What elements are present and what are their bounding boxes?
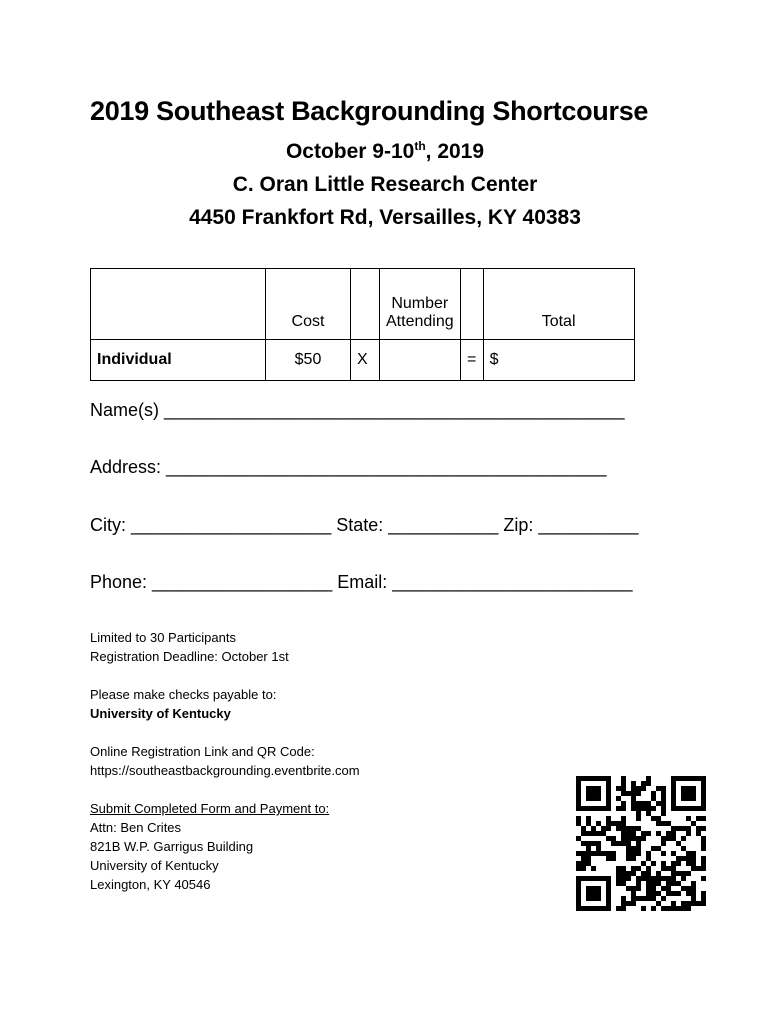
submit-label: Submit Completed Form and Payment to: bbox=[90, 801, 330, 816]
event-dates-text: October 9-10 bbox=[285, 140, 415, 163]
event-dates-sup: th bbox=[414, 139, 426, 153]
qr-code-graphic bbox=[576, 776, 706, 911]
names-field[interactable]: Name(s) ______________________________________________ bbox=[90, 400, 625, 420]
submit-building: 821B W.P. Garrigus Building bbox=[90, 839, 254, 854]
event-dates-year: , 2019 bbox=[425, 140, 485, 163]
row-label: Individual bbox=[91, 340, 266, 381]
header-number-attending bbox=[380, 269, 461, 340]
registration-table bbox=[90, 268, 635, 381]
submit-block bbox=[90, 799, 329, 894]
checks-block bbox=[90, 685, 276, 723]
participant-limit: Limited to 30 Participants bbox=[90, 630, 236, 645]
header-cost: Cost bbox=[266, 269, 351, 340]
registration-deadline: Registration Deadline: October 1st bbox=[90, 649, 289, 664]
event-dates bbox=[0, 140, 770, 164]
phone-email-fields[interactable]: Phone: __________________ Email: ________________________ bbox=[90, 572, 633, 592]
qr-code-icon[interactable] bbox=[576, 776, 706, 911]
row-equals: = bbox=[460, 340, 483, 381]
header-number-line2: Attending bbox=[386, 313, 454, 330]
checks-label: Please make checks payable to: bbox=[90, 687, 277, 702]
address-field[interactable]: Address: ____________________________________________ bbox=[90, 457, 607, 477]
row-times: X bbox=[351, 340, 380, 381]
total-input[interactable]: $ bbox=[483, 340, 634, 381]
venue-name: C. Oran Little Research Center bbox=[232, 173, 538, 196]
venue-address: 4450 Frankfort Rd, Versailles, KY 40383 bbox=[189, 206, 581, 229]
checks-payee: University of Kentucky bbox=[90, 706, 231, 721]
header-times bbox=[351, 269, 380, 340]
limits-block bbox=[90, 628, 289, 666]
submit-attn: Attn: Ben Crites bbox=[90, 820, 182, 835]
number-attending-input[interactable] bbox=[380, 340, 461, 381]
page-title: 2019 Southeast Backgrounding Shortcourse bbox=[90, 96, 649, 126]
online-block bbox=[90, 742, 360, 780]
submit-university: University of Kentucky bbox=[90, 858, 219, 873]
table-header-row bbox=[91, 269, 635, 340]
online-url[interactable]: https://southeastbackgrounding.eventbrite.com bbox=[90, 763, 360, 778]
table-row bbox=[91, 340, 635, 381]
header-number-line1: Number bbox=[391, 295, 449, 312]
submit-city: Lexington, KY 40546 bbox=[90, 877, 211, 892]
header-blank bbox=[91, 269, 266, 340]
online-label: Online Registration Link and QR Code: bbox=[90, 744, 315, 759]
city-state-zip-fields[interactable]: City: ____________________ State: ___________ Zip: __________ bbox=[90, 515, 639, 535]
header-equals bbox=[460, 269, 483, 340]
header-total: Total bbox=[483, 269, 634, 340]
row-cost: $50 bbox=[266, 340, 351, 381]
